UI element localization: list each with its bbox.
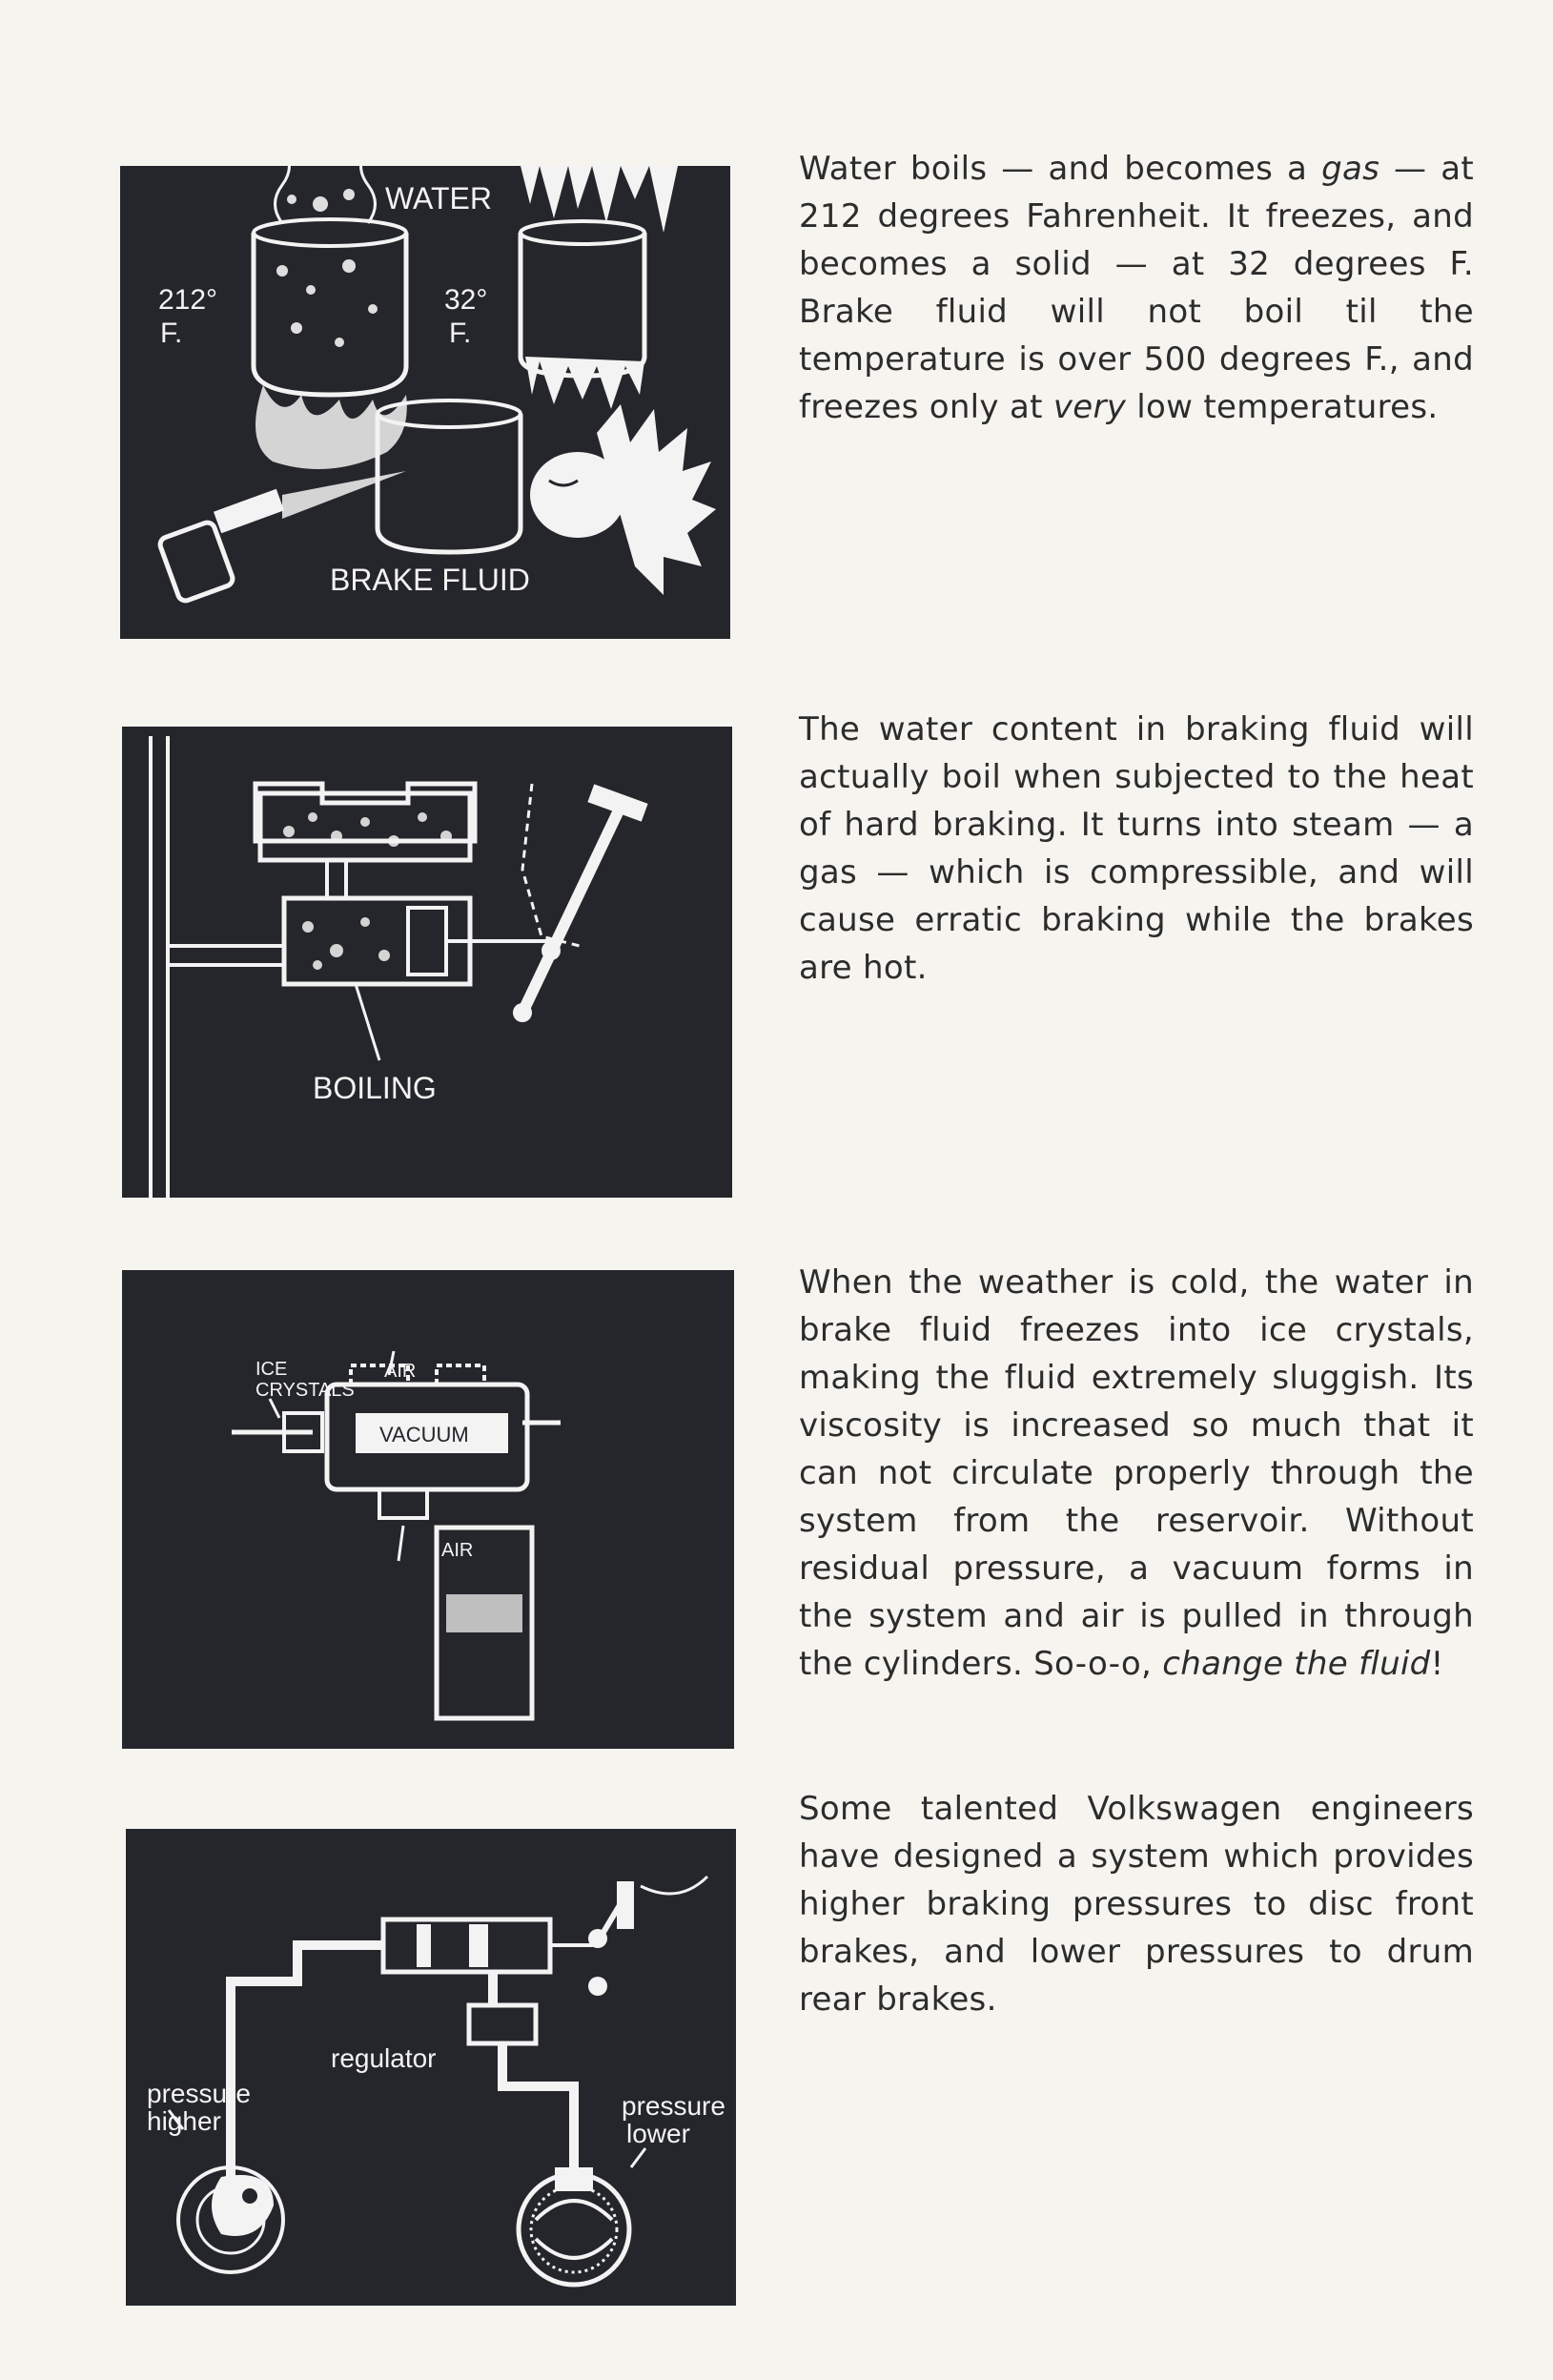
- water-label: WATER: [385, 181, 492, 215]
- boiling-label: BOILING: [313, 1071, 437, 1105]
- master-cylinder-icon: [383, 1919, 550, 1972]
- boil-temp-unit-label: F.: [160, 318, 183, 349]
- freeze-temp-unit-label: F.: [449, 318, 472, 349]
- ice-crystals-vacuum-illustration: [122, 1270, 734, 1749]
- brake-fluid-label: BRAKE FLUID: [330, 563, 530, 597]
- paragraph-water-content: The water content in braking fluid will actually boil when subjected to the heat of hard braking. It turns into steam — a gas — which is compressible, and will cause erratic braking while the brakes are hot.: [799, 710, 1474, 987]
- face-icon: [530, 404, 716, 595]
- air-top-label: AIR: [384, 1361, 417, 1382]
- water-vs-brake-fluid-illustration: [120, 166, 730, 639]
- air-bottom-label: AIR: [441, 1540, 474, 1561]
- brake-pedal-icon: [550, 1877, 707, 1996]
- figure-pressure-regulator: [126, 1829, 736, 2306]
- ice-crystals-label-line2: CRYSTALS: [255, 1380, 355, 1401]
- paragraph-cold-weather: When the weather is cold, the water in brake fluid freezes into ice crystals, making the fluid extremely sluggish. Its viscosity is increased so much that it can not circulate properly through the system from the reservoir. Without residual pressure, a vacuum forms in the system and air is pulled in through the cylinders. So-o-o, change the fluid!: [799, 1263, 1474, 1683]
- figure-water-vs-brake-fluid: [120, 166, 730, 639]
- vacuum-label: VACUUM: [379, 1423, 469, 1446]
- pressure-lower-label-line2: lower: [626, 2119, 690, 2148]
- pressure-higher-label-line2: higher: [147, 2106, 221, 2136]
- pressure-higher-label-line1: pressure: [147, 2079, 251, 2108]
- boiling-master-cylinder-illustration: [122, 727, 732, 1198]
- freeze-temp-label: 32°: [444, 284, 488, 316]
- paragraph-volkswagen-engineers: Some talented Volkswagen engineers have designed a system which provides higher braking pressures to disc front brakes, and lower pressures to drum rear brakes.: [799, 1790, 1474, 2019]
- drum-brake-icon: [519, 2167, 629, 2285]
- ice-crystals-label-line1: ICE: [255, 1359, 288, 1380]
- figure-boiling-master-cylinder: [122, 727, 732, 1198]
- brake-pedal-icon: [513, 784, 648, 1022]
- boiling-glass-icon: [254, 233, 406, 395]
- regulator-icon: [469, 2005, 536, 2043]
- frozen-glass-icon: [521, 233, 644, 376]
- pressure-regulator-illustration: [126, 1829, 736, 2306]
- master-cylinder-icon: [284, 898, 470, 984]
- regulator-label: regulator: [331, 2043, 437, 2073]
- figure-ice-crystals-vacuum: [122, 1270, 734, 1749]
- paragraph-water-boils: Water boils — and becomes a gas — at 212 degrees Fahrenheit. It freezes, and becomes a solid — at 32 degrees F. Brake fluid will not boil til the temperature is over 500 degrees F., and freezes only at very low temperatures.: [799, 150, 1475, 426]
- flame-icon: [255, 385, 407, 469]
- boil-temp-label: 212°: [158, 284, 218, 316]
- pressure-lower-label-line1: pressure: [622, 2091, 725, 2121]
- disc-brake-icon: [178, 2167, 283, 2272]
- icicles-icon: [521, 166, 678, 409]
